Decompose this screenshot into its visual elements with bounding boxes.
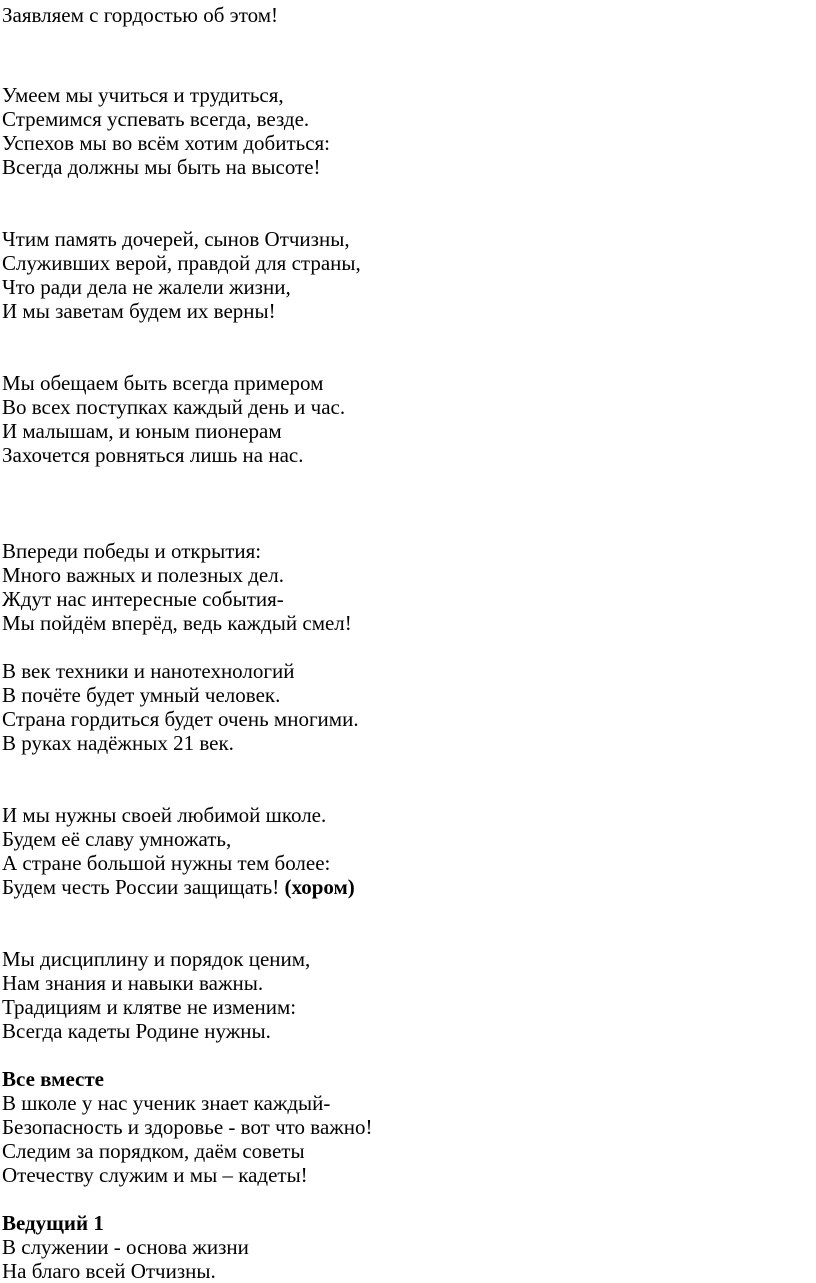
stanza-line: Безопасность и здоровье - вот что важно! xyxy=(2,1115,373,1139)
stanza-line: Отечеству служим и мы – кадеты! xyxy=(2,1163,308,1187)
stanza-line: В руках надёжных 21 век. xyxy=(2,731,234,755)
intro-line: Заявляем с гордостью об этом! xyxy=(2,3,278,27)
stanza-line: Ждут нас интересные события- xyxy=(2,587,284,611)
all-together-heading: Все вместе xyxy=(2,1067,104,1091)
stanza-line: Мы обещаем быть всегда примером xyxy=(2,371,324,395)
stanza-line: И мы нужны своей любимой школе. xyxy=(2,803,327,827)
stanza-line: Нам знания и навыки важны. xyxy=(2,971,264,995)
stanza-line: И малышам, и юным пионерам xyxy=(2,419,282,443)
stanza-line: В служении - основа жизни xyxy=(2,1235,249,1259)
stanza-line: Захочется ровняться лишь на нас. xyxy=(2,443,304,467)
stanza-line: Стремимся успевать всегда, везде. xyxy=(2,107,310,131)
stanza-line: В почёте будет умный человек. xyxy=(2,683,281,707)
stanza-line: Мы пойдём вперёд, ведь каждый смел! xyxy=(2,611,352,635)
stanza-line: Будем её славу умножать, xyxy=(2,827,232,851)
stanza-line: Служивших верой, правдой для страны, xyxy=(2,251,361,275)
stanza-line: Следим за порядком, даём советы xyxy=(2,1139,305,1163)
stanza-line: Умеем мы учиться и трудиться, xyxy=(2,83,284,107)
stanza-line: На благо всей Отчизны. xyxy=(2,1259,216,1283)
stanza-line: Будем честь России защищать! xyxy=(2,875,280,899)
stanza-line: Много важных и полезных дел. xyxy=(2,563,284,587)
stanza-line: Что ради дела не жалели жизни, xyxy=(2,275,291,299)
chorus-note: (хором) xyxy=(284,875,355,899)
stanza-line: В школе у нас ученик знает каждый- xyxy=(2,1091,331,1115)
stanza-line: Страна гордиться будет очень многими. xyxy=(2,707,359,731)
stanza-line: Чтим память дочерей, сынов Отчизны, xyxy=(2,227,350,251)
stanza-line: И мы заветам будем их верны! xyxy=(2,299,276,323)
stanza-line: Мы дисциплину и порядок ценим, xyxy=(2,947,311,971)
stanza-line: Всегда кадеты Родине нужны. xyxy=(2,1019,271,1043)
host1-heading: Ведущий 1 xyxy=(2,1211,104,1235)
stanza-line: Впереди победы и открытия: xyxy=(2,539,262,563)
stanza-line-with-note xyxy=(2,875,355,899)
stanza-line: Всегда должны мы быть на высоте! xyxy=(2,155,321,179)
stanza-line: В век техники и нанотехнологий xyxy=(2,659,295,683)
stanza-line: Традициям и клятве не изменим: xyxy=(2,995,297,1019)
stanza-line: Успехов мы во всём хотим добиться: xyxy=(2,131,331,155)
stanza-line: Во всех поступках каждый день и час. xyxy=(2,395,346,419)
stanza-line: А стране большой нужны тем более: xyxy=(2,851,331,875)
